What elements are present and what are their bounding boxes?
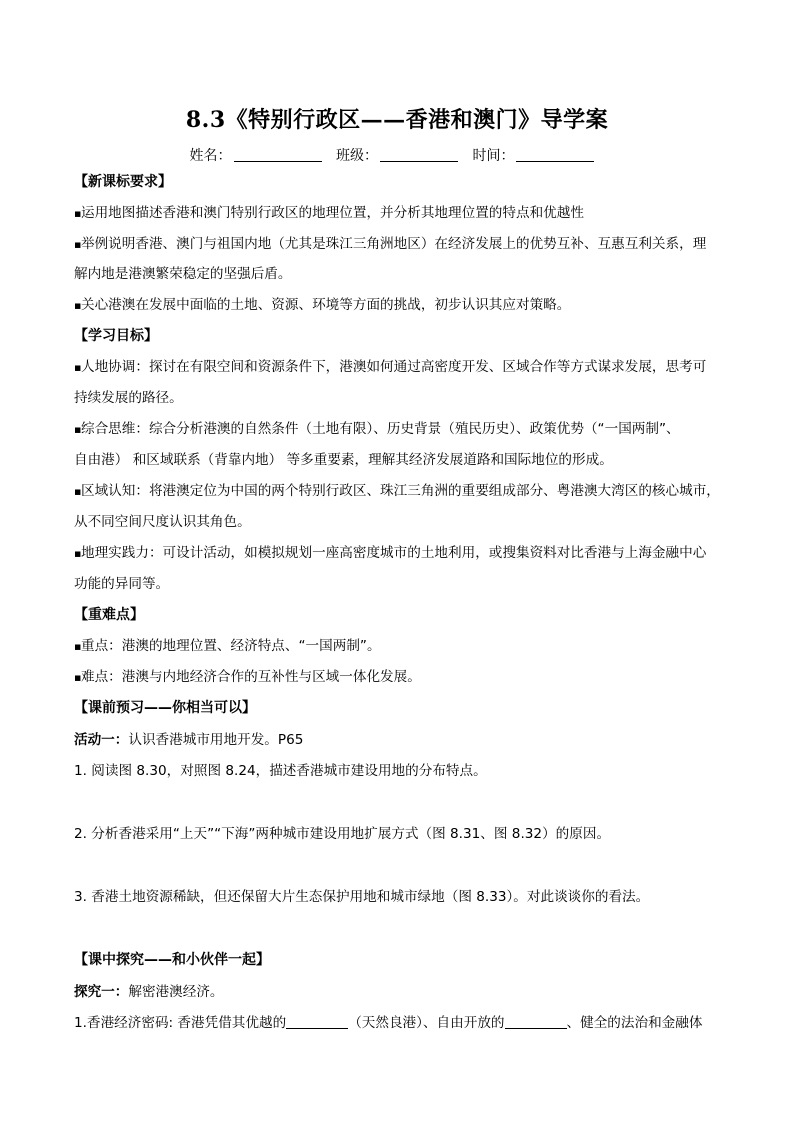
goals-item (74, 545, 734, 562)
goals-heading: 【学习目标】 (74, 328, 158, 344)
explore-text: 、健全的法治和金融体 (566, 1015, 703, 1031)
name-blank[interactable] (234, 147, 322, 162)
bullet-icon: ▪ (74, 547, 82, 560)
goals-item (74, 483, 734, 500)
bullet-icon: ▪ (74, 485, 82, 498)
goals-item (74, 359, 734, 376)
goals-text: 综合思维：综合分析港澳的自然条件（土地有限）、历史背景（殖民历史）、政策优势（“一国两制”、 (81, 421, 680, 437)
keypoints-item (74, 669, 734, 686)
keypoints-heading: 【重难点】 (74, 607, 144, 623)
standards-item (74, 297, 734, 314)
keypoints-item (74, 638, 734, 655)
student-info-row (0, 145, 794, 165)
inquiry-label: 探究一： (74, 984, 129, 1000)
explore-text: （天然良港）、自由开放的 (348, 1015, 505, 1031)
page-title: 8.3《特别行政区——香港和澳门》导学案 (185, 107, 609, 133)
name-label: 姓名： (189, 148, 232, 164)
goals-text: 人地协调：探讨在有限空间和资源条件下，港澳如何通过高密度开发、区域合作等方式谋求发展，思考可 (81, 359, 707, 375)
time-blank[interactable] (516, 147, 594, 162)
preview-question-2: 2. 分析香港采用“上天”“下海”两种城市建设用地扩展方式（图 8.31、图 8.32）的原因。 (74, 826, 611, 842)
goals-text: 自由港） 和区域联系（背靠内地） 等多重要素，理解其经济发展道路和国际地位的形成。 (74, 452, 613, 468)
standards-text: 解内地是港澳繁荣稳定的坚强后盾。 (74, 266, 292, 282)
keypoints-text: 重点：港澳的地理位置、经济特点、“一国两制”。 (81, 638, 381, 654)
goals-item (74, 421, 734, 438)
class-label: 班级： (336, 148, 378, 164)
goals-text: 地理实践力：可设计活动，如模拟规划一座高密度城市的土地利用，或搜集资料对比香港与上海金融中心 (81, 545, 707, 561)
standards-text: 举例说明香港、澳门与祖国内地（尤其是珠江三角洲地区）在经济发展上的优势互补、互惠互利关系，理 (81, 236, 707, 252)
goals-text: 从不同空间尺度认识其角色。 (74, 514, 251, 530)
activity-label: 活动一： (74, 732, 129, 748)
standards-item (74, 205, 734, 222)
activity-text: 认识香港城市用地开发。P65 (128, 732, 304, 748)
bullet-icon: ▪ (74, 423, 82, 436)
class-blank[interactable] (380, 147, 458, 162)
goals-text: 持续发展的路径。 (74, 390, 183, 406)
standards-text: 关心港澳在发展中面临的土地、资源、环境等方面的挑战，初步认识其应对策略。 (81, 297, 571, 313)
goals-text: 区域认知：将港澳定位为中国的两个特别行政区、珠江三角洲的重要组成部分、粤港澳大湾区的核心城市， (81, 483, 720, 499)
explore-text: 1.香港经济密码: 香港凭借其优越的 (74, 1015, 287, 1031)
explore-heading: 【课中探究——和小伙伴一起】 (74, 952, 270, 968)
fill-blank[interactable] (286, 1015, 348, 1029)
standards-text: 运用地图描述香港和澳门特别行政区的地理位置，并分析其地理位置的特点和优越性 (81, 205, 584, 221)
bullet-icon: ▪ (74, 207, 82, 220)
bullet-icon: ▪ (74, 238, 82, 251)
explore-question-1 (74, 1015, 734, 1031)
keypoints-text: 难点：港澳与内地经济合作的互补性与区域一体化发展。 (81, 669, 421, 685)
bullet-icon: ▪ (74, 299, 82, 312)
inquiry-line (74, 984, 734, 1000)
bullet-icon: ▪ (74, 671, 82, 684)
preview-question-1: 1. 阅读图 8.30，对照图 8.24，描述香港城市建设用地的分布特点。 (74, 763, 487, 779)
preview-heading: 【课前预习——你相当可以】 (74, 700, 256, 716)
preview-question-3: 3. 香港土地资源稀缺，但还保留大片生态保护用地和城市绿地（图 8.33）。对此谈谈你的看法。 (74, 889, 650, 905)
time-label: 时间： (472, 148, 515, 164)
goals-text: 功能的异同等。 (74, 576, 170, 592)
standards-heading: 【新课标要求】 (74, 174, 172, 190)
bullet-icon: ▪ (74, 361, 82, 374)
activity-line (74, 732, 734, 748)
standards-item (74, 236, 734, 253)
inquiry-text: 解密港澳经济。 (128, 984, 224, 1000)
fill-blank[interactable] (505, 1015, 567, 1029)
bullet-icon: ▪ (74, 640, 82, 653)
